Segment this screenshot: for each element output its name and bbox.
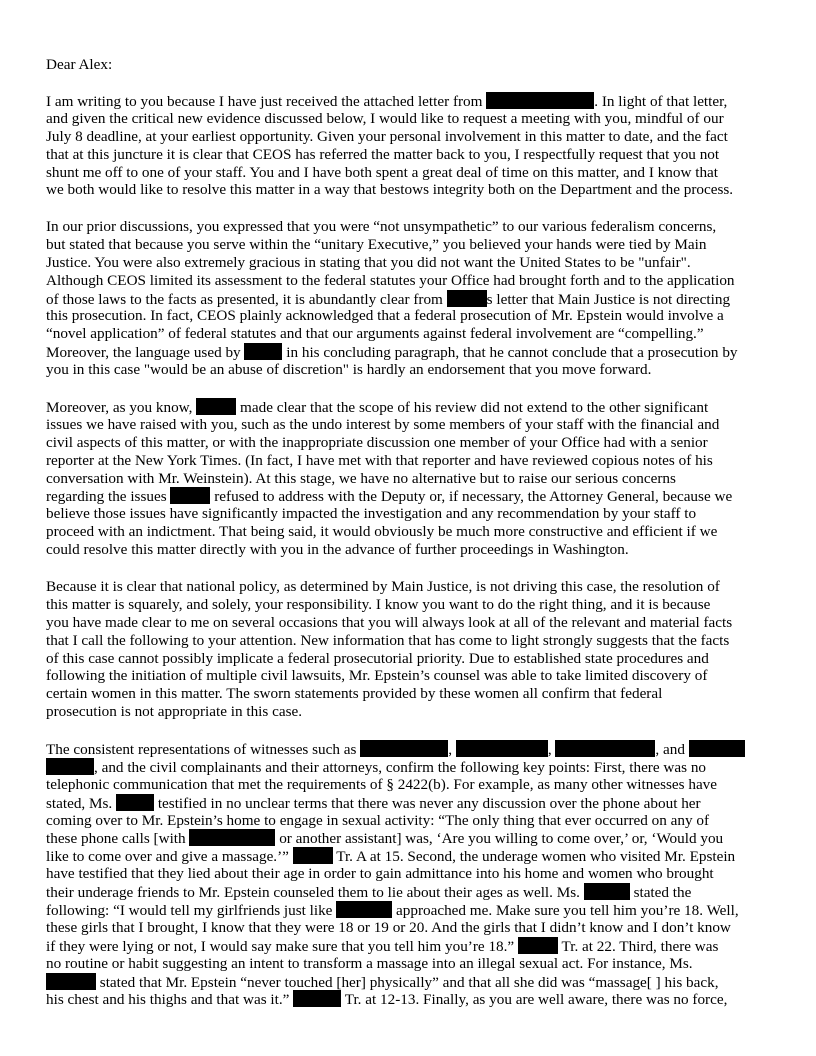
text-line (46, 776, 771, 794)
text-line (46, 812, 771, 830)
redaction-block (584, 883, 630, 900)
redaction-block (46, 758, 94, 775)
text-segment: but stated that because you serve within the “unitary Executive,” you believed your hands were tied by Main (46, 235, 707, 253)
text-segment: stated, Ms. (46, 794, 117, 812)
text-line (46, 236, 771, 254)
text-segment: In our prior discussions, you expressed that you were “not unsympathetic” to our various federalism concerns, (46, 218, 717, 235)
redaction-block (360, 740, 448, 757)
text-segment: these girls that I brought, I know that they were 18 or 19 or 20. And the girls that I didn’t know and I don’t know (46, 918, 731, 936)
text-segment: telephonic communication that met the requirements of § 2422(b). For example, as many other witnesses have (46, 775, 718, 793)
paragraph-scope-of-review (46, 398, 771, 559)
text-segment: could resolve this matter directly with you in the advance of further proceedings in Washington. (46, 541, 629, 559)
text-segment: their underage friends to Mr. Epstein counseled them to lie about their ages as well. Ms. (46, 884, 584, 902)
text-line (46, 164, 771, 182)
text-segment: approached me. Make sure you tell him you’re 18. Well, (392, 902, 739, 920)
text-line (46, 272, 771, 290)
text-line (46, 254, 771, 272)
paragraph-meeting-request (46, 92, 771, 199)
text-line (46, 181, 771, 199)
text-line (46, 829, 771, 847)
text-line (46, 740, 771, 758)
text-line (46, 146, 771, 164)
text-segment: his chest and his thighs and that was it.” (46, 991, 294, 1009)
redaction-block (116, 794, 154, 811)
text-line (46, 307, 771, 325)
redaction-block (518, 937, 558, 954)
text-line (46, 901, 771, 919)
text-segment: you have made clear to me on several occasions that you will always look at all of the relevant and material facts (46, 613, 733, 631)
text-segment: certain women in this matter. The sworn statements provided by these women all confirm that federal (46, 685, 663, 703)
text-line (46, 325, 771, 343)
text-segment: . In light of that letter, (594, 93, 728, 110)
text-segment: these phone calls [with (46, 830, 190, 848)
text-line (46, 578, 771, 596)
text-segment: proceed with an indictment. That being said, it would obviously be much more constructive and efficient if we (46, 523, 718, 541)
paragraph-national-policy (46, 578, 771, 721)
text-segment: following: “I would tell my girlfriends just like (46, 902, 337, 920)
redaction-block (555, 740, 655, 757)
text-segment: , (547, 741, 556, 758)
text-line (46, 487, 771, 505)
text-segment: of this case cannot possibly implicate a federal prosecutorial priority. Due to established state procedures and (46, 649, 709, 667)
text-segment: Tr. at 22. Third, there was (557, 937, 719, 955)
text-line (46, 990, 771, 1008)
text-segment: Because it is clear that national policy, as determined by Main Justice, is not driving this case, the resolution of (46, 578, 720, 595)
text-segment: conversation with Mr. Weinstein). At this stage, we have no alternative but to raise our serious concerns (46, 469, 676, 487)
text-segment: of those laws to the facts as presented, it is abundantly clear from (46, 290, 447, 308)
text-segment: we both would like to resolve this matter in a way that bestows integrity both on the Department and the process. (46, 181, 734, 199)
text-line (46, 290, 771, 308)
paragraph-witness-representations (46, 740, 771, 1008)
text-segment: stated that Mr. Epstein “never touched [her] physically” and that all she did was “massage[ ] his back, (96, 973, 719, 991)
paragraph-prior-discussions (46, 218, 771, 379)
text-line (46, 973, 771, 991)
text-line (46, 452, 771, 470)
text-segment: in his concluding paragraph, that he cannot conclude that a prosecution by (282, 344, 738, 362)
text-segment: , and (655, 741, 689, 758)
text-segment: Tr. A at 15. Second, the underage women who visited Mr. Epstein (332, 848, 736, 866)
text-line (46, 505, 771, 523)
redaction-block (689, 740, 745, 757)
text-segment: refused to address with the Deputy or, if necessary, the Attorney General, because we (210, 488, 733, 506)
redaction-block (196, 398, 236, 415)
text-segment: and given the critical new evidence discussed below, I would like to request a meeting with you, mindful of our (46, 109, 724, 127)
text-line (46, 470, 771, 488)
redaction-block (456, 740, 548, 757)
text-line (46, 361, 771, 379)
text-segment: , (448, 741, 456, 758)
text-segment: testified in no unclear terms that there was never any discussion over the phone about her (154, 794, 701, 812)
text-segment: Moreover, as you know, (46, 399, 197, 416)
text-segment: Tr. at 12-13. Finally, as you are well aware, there was no force, (341, 991, 728, 1009)
text-segment: I am writing to you because I have just received the attached letter from (46, 93, 487, 110)
text-line (46, 128, 771, 146)
text-line (46, 343, 771, 361)
redaction-block (170, 487, 210, 504)
redaction-block (336, 901, 392, 918)
text-segment: prosecution is not appropriate in this case. (46, 703, 303, 721)
text-line (46, 667, 771, 685)
text-segment: or another assistant] was, ‘Are you willing to come over,’ or, ‘Would you (275, 830, 724, 848)
text-segment: “novel application” of federal statutes and that our arguments against federal involvement are “compelling.” (46, 325, 704, 343)
text-line (46, 919, 771, 937)
text-segment: stated the (629, 884, 692, 902)
text-segment: like to come over and give a massage.’” (46, 848, 293, 866)
text-segment: that at this juncture it is clear that CEOS has referred the matter back to you, I respectfully request that you not (46, 145, 720, 163)
text-segment: no routine or habit suggesting an intent to transform a massage into an illegal sexual act. For instance, Ms. (46, 954, 693, 972)
text-segment: shunt me off to one of your staff. You and I have both spent a great deal of time on this matter, and I know that (46, 163, 718, 181)
text-segment: issues we have raised with you, such as the undo interest by some members of your staff with the financial and (46, 415, 720, 433)
text-line (46, 937, 771, 955)
text-segment: made clear that the scope of his review did not extend to the other significant (236, 399, 709, 416)
text-line (46, 758, 771, 776)
redaction-block (486, 92, 594, 109)
text-segment: Justice. You were also extremely gracious in stating that you did not want the United States to be "unfair". (46, 253, 691, 271)
text-line (46, 955, 771, 973)
text-line (46, 596, 771, 614)
text-line (46, 92, 771, 110)
text-segment: regarding the issues (46, 488, 171, 506)
redaction-block (447, 290, 487, 307)
text-line (46, 416, 771, 434)
text-line (46, 614, 771, 632)
text-segment: coming over to Mr. Epstein’s home to engage in sexual activity: “The only thing that ever occurred on any of (46, 811, 710, 829)
text-line (46, 865, 771, 883)
text-segment: July 8 deadline, at your earliest opportunity. Given your personal involvement in this matter to date, and the fact (46, 127, 728, 145)
text-segment: Although CEOS limited its assessment to the federal statutes your Office had brought forth and to the application (46, 271, 735, 289)
redaction-block (293, 990, 341, 1007)
redaction-block (46, 973, 96, 990)
text-line (46, 632, 771, 650)
text-segment: this matter is squarely, and solely, your responsibility. I know you want to do the right thing, and it is because (46, 595, 711, 613)
text-line (46, 847, 771, 865)
redaction-block (189, 829, 275, 846)
redaction-block (244, 343, 282, 360)
text-segment: The consistent representations of witnesses such as (46, 741, 361, 758)
text-segment: s letter that Main Justice is not directing (486, 290, 731, 308)
text-line (46, 650, 771, 668)
text-line (46, 218, 771, 236)
text-segment: reporter at the New York Times. (In fact, I have met with that reporter and have reviewed copious notes of his (46, 451, 713, 469)
text-line (46, 685, 771, 703)
redaction-block (293, 847, 333, 864)
text-line (46, 523, 771, 541)
salutation: Dear Alex: (46, 56, 113, 73)
text-segment: civil aspects of this matter, or with the inappropriate discussion one member of your Office had with a senior (46, 433, 708, 451)
text-line (46, 794, 771, 812)
text-segment: if they were lying or not, I would say make sure that you tell him you’re 18.” (46, 937, 518, 955)
text-segment: following the initiation of multiple civil lawsuits, Mr. Epstein’s counsel was able to take limited discovery of (46, 667, 708, 685)
text-segment: have testified that they lied about their age in order to gain admittance into his home and women who brought (46, 865, 714, 883)
text-segment: , and the civil complainants and their attorneys, confirm the following key points: First, there was no (94, 758, 707, 776)
text-line (46, 883, 771, 901)
text-segment: that I call the following to your attention. New information that has come to light strongly suggests that the facts (46, 631, 730, 649)
text-segment: this prosecution. In fact, CEOS plainly acknowledged that a federal prosecution of Mr. Epstein would involve a (46, 307, 724, 325)
text-line (46, 541, 771, 559)
text-segment: Moreover, the language used by (46, 344, 245, 362)
text-segment: you in this case "would be an abuse of discretion" is hardly an endorsement that you move forward. (46, 361, 652, 379)
text-line (46, 398, 771, 416)
text-line (46, 110, 771, 128)
text-line (46, 703, 771, 721)
text-line (46, 434, 771, 452)
text-segment: believe those issues have significantly impacted the investigation and any recommendation by your staff to (46, 505, 697, 523)
